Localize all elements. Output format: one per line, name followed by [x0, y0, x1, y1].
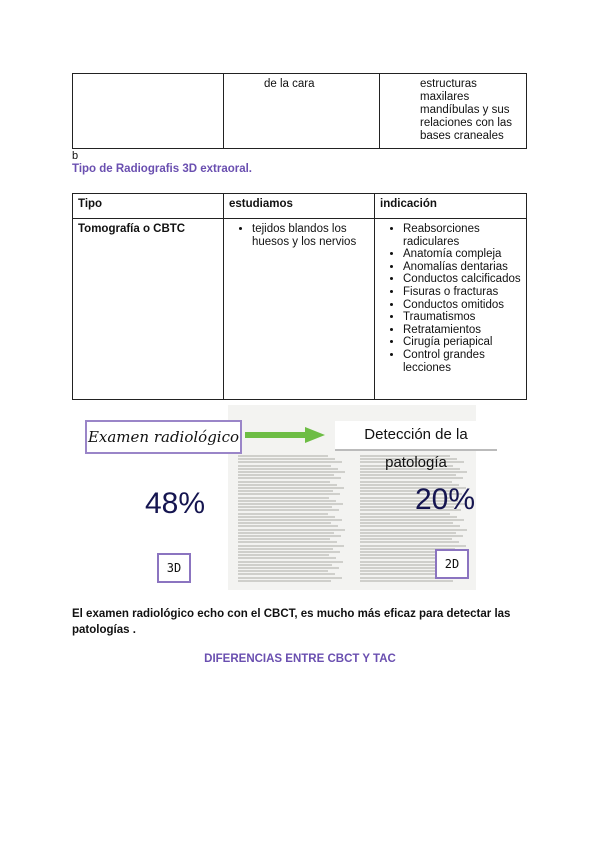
article-text-line [238, 468, 338, 470]
article-text-line [360, 545, 466, 547]
article-text-line [238, 471, 345, 473]
article-text-line [238, 477, 341, 479]
article-text-line [238, 519, 342, 521]
list-item: • Conductos omitidos [403, 299, 521, 312]
article-text-line [360, 580, 453, 582]
table-row [73, 219, 527, 400]
arrow-right-icon [245, 427, 325, 443]
cell-line: bases craneales [420, 130, 504, 142]
column-header: estudiamos [224, 194, 375, 219]
list-item: • Cirugía periapical [403, 336, 521, 349]
studied-list [229, 223, 369, 248]
article-text-line [238, 484, 337, 486]
article-text-line [238, 497, 329, 499]
article-text-line [238, 529, 345, 531]
article-text-line [238, 538, 330, 540]
list-item: • Control grandes lecciones [403, 349, 521, 374]
section-subtitle: Tipo de Radiografis 3D extraoral. [72, 163, 253, 175]
article-text-line [238, 525, 338, 527]
badge-3d: 3D [157, 553, 191, 583]
article-text-line [238, 573, 335, 575]
table-cell [380, 74, 527, 149]
article-text-line [238, 513, 328, 515]
radiograph-table [72, 193, 527, 400]
list-item: • tejidos blandos los huesos y los nervios [252, 223, 369, 248]
article-text-line [238, 458, 335, 460]
article-text-line [238, 548, 333, 550]
article-text-line [238, 522, 331, 524]
article-text-line [238, 541, 337, 543]
table-cell [73, 74, 224, 149]
article-text-line [238, 461, 342, 463]
studied-cell [224, 219, 375, 400]
conclusion-text: El examen radiológico echo con el CBCT, es mucho más eficaz para detectar las patologías . [72, 608, 511, 636]
article-text-line [238, 474, 334, 476]
article-text-line [360, 477, 463, 479]
article-text-line [238, 535, 341, 537]
article-text-line [238, 490, 333, 492]
article-text-line [238, 577, 342, 579]
article-text-line [360, 529, 467, 531]
article-text-line [238, 465, 331, 467]
article-text-line [238, 557, 336, 559]
list-item: • Retratamientos [403, 324, 521, 337]
percent-3d: 48% [145, 487, 206, 520]
article-text-line [238, 567, 339, 569]
article-text-line [238, 564, 332, 566]
column-header: Tipo [73, 194, 224, 219]
type-cell: Tomografía o CBTC [73, 219, 224, 400]
article-text-line [238, 455, 328, 457]
article-text-line [238, 509, 339, 511]
deteccion-label-box: Detección de la patología [335, 421, 497, 451]
list-item: • Anatomía compleja [403, 248, 521, 261]
article-text-line [238, 503, 343, 505]
cell-line: maxilares [420, 91, 470, 103]
section-title: DIFERENCIAS ENTRE CBCT Y TAC [204, 653, 396, 665]
examen-label-box: Examen radiológico [85, 420, 242, 454]
table-cell: de la cara [224, 74, 380, 149]
article-text-line [360, 538, 452, 540]
article-text-line [238, 545, 344, 547]
article-text-line [360, 541, 459, 543]
cell-line: relaciones con las [420, 117, 513, 129]
table-header-row [73, 194, 527, 219]
article-text-line [238, 500, 336, 502]
column-header: indicación [375, 194, 527, 219]
list-item: • Conductos calcificados [403, 273, 521, 286]
article-text-line [238, 516, 335, 518]
article-text-line [238, 481, 330, 483]
list-item: • Anomalías dentarias [403, 261, 521, 274]
article-text-line [238, 551, 340, 553]
cell-line: estructuras [420, 78, 477, 90]
comparison-figure [85, 405, 510, 590]
paragraph-letter: b [72, 150, 79, 162]
article-text-line [238, 493, 340, 495]
badge-2d: 2D [435, 549, 469, 579]
list-item: • Reabsorciones radiculares [403, 223, 521, 248]
article-text-line [360, 522, 453, 524]
table-row [73, 74, 527, 149]
article-text-line [238, 570, 328, 572]
indication-list [380, 223, 521, 374]
cell-line: mandíbulas y sus [420, 104, 510, 116]
article-text-line [238, 487, 344, 489]
indication-cell [375, 219, 527, 400]
article-text-line [238, 506, 332, 508]
article-text-line [360, 535, 463, 537]
article-text-line [238, 561, 343, 563]
article-text-line [238, 532, 334, 534]
top-table [72, 73, 527, 149]
list-item: • Traumatismos [403, 311, 521, 324]
percent-2d: 20% [415, 483, 476, 516]
article-text-line [360, 519, 464, 521]
article-text-line [238, 580, 331, 582]
list-item: • Fisuras o fracturas [403, 286, 521, 299]
article-text-line [360, 532, 456, 534]
article-text-line [360, 525, 460, 527]
article-text-line [238, 554, 329, 556]
